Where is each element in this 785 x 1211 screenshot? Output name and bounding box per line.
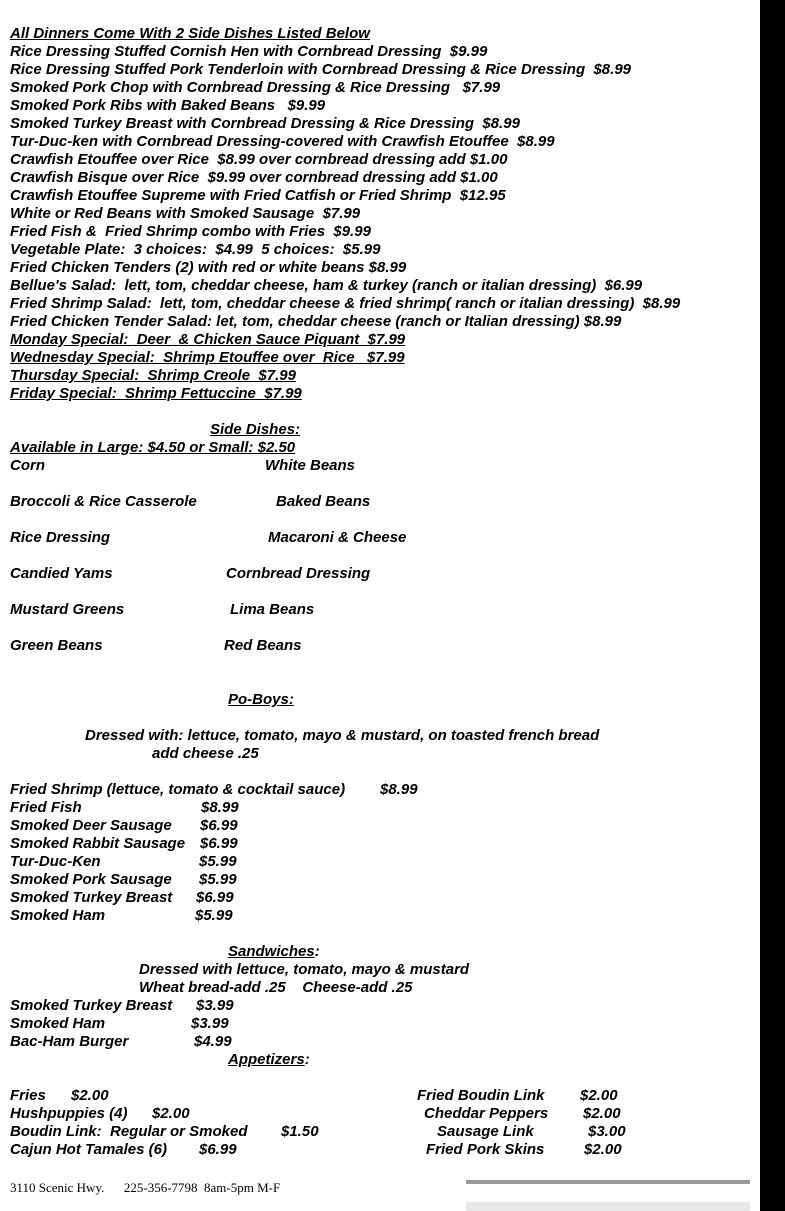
sandwich-price: $3.99: [196, 997, 234, 1014]
appetizer-row: [10, 1105, 750, 1123]
poboy-item: [10, 853, 750, 871]
dinner-item: Fried Chicken Tenders (2) with red or white beans $8.99: [10, 259, 407, 276]
side-row: [10, 457, 750, 475]
side-row: [10, 565, 750, 583]
appetizer-name: Cajun Hot Tamales (6): [10, 1141, 167, 1158]
appetizer-row: [10, 1087, 750, 1105]
daily-special: Friday Special: Shrimp Fettuccine $7.99: [10, 385, 302, 402]
sandwich-item: [10, 1015, 750, 1033]
side-dish: Lima Beans: [230, 601, 315, 618]
side-dish: Macaroni & Cheese: [268, 529, 407, 546]
poboy-name: Fried Shrimp (lettuce, tomato & cocktail sauce): [10, 781, 346, 798]
daily-special: Thursday Special: Shrimp Creole $7.99: [10, 367, 296, 384]
side-dish: Corn: [10, 457, 45, 474]
poboys-dressed: Dressed with: lettuce, tomato, mayo & mustard, on toasted french bread: [85, 727, 600, 744]
side-row: [10, 493, 750, 511]
side-row: [10, 601, 750, 619]
poboy-item: [10, 781, 750, 799]
footer-contact: [10, 1180, 280, 1196]
poboys-title: Po-Boys:: [228, 691, 294, 708]
appetizer-row: [10, 1123, 750, 1141]
appetizer-price: $3.00: [588, 1123, 626, 1140]
side-dish: Candied Yams: [10, 565, 113, 582]
footer-hours: 8am-5pm M-F: [204, 1180, 281, 1195]
appetizer-price: $6.99: [199, 1141, 237, 1158]
dinner-item: Tur-Duc-ken with Cornbread Dressing-covered with Crawfish Etouffee $8.99: [10, 133, 555, 150]
poboy-item: [10, 817, 750, 835]
sandwich-item: [10, 997, 750, 1015]
footer-phone: 225-356-7798: [123, 1180, 198, 1195]
dinner-item: Fried Shrimp Salad: lett, tom, cheddar cheese & fried shrimp( ranch or italian dressing) $8.99: [10, 295, 681, 312]
footer-rule: [466, 1180, 750, 1184]
sandwiches-title: Sandwiches: [228, 943, 315, 960]
sandwiches-colon: :: [314, 943, 320, 960]
appetizer-name: Fries: [10, 1087, 46, 1104]
right-sidebar-bar: [760, 0, 785, 1211]
footer-bar: [466, 1202, 750, 1211]
poboy-name: Smoked Turkey Breast: [10, 889, 173, 906]
appetizer-name: Fried Pork Skins: [426, 1141, 545, 1158]
side-dish: White Beans: [265, 457, 356, 474]
dinner-item: Fried Fish & Fried Shrimp combo with Fries $9.99: [10, 223, 371, 240]
sandwich-name: Bac-Ham Burger: [10, 1033, 129, 1050]
poboy-name: Smoked Rabbit Sausage: [10, 835, 186, 852]
appetizer-name: Boudin Link: Regular or Smoked: [10, 1123, 248, 1140]
sandwich-price: $4.99: [194, 1033, 232, 1050]
side-dish: Green Beans: [10, 637, 103, 654]
appetizer-name: Cheddar Peppers: [424, 1105, 549, 1122]
sides-title: Side Dishes:: [210, 421, 301, 438]
dinners-header: All Dinners Come With 2 Side Dishes Listed Below: [10, 25, 370, 42]
daily-special: Wednesday Special: Shrimp Etouffee over Rice $7.99: [10, 349, 405, 366]
appetizer-price: $2.00: [580, 1087, 618, 1104]
dinner-item: Smoked Pork Ribs with Baked Beans $9.99: [10, 97, 326, 114]
side-dish: Mustard Greens: [10, 601, 125, 618]
appetizer-price: $2.00: [583, 1105, 621, 1122]
sides-pricing: Available in Large: $4.50 or Small: $2.50: [10, 439, 296, 456]
poboy-price: $5.99: [199, 853, 237, 870]
sandwich-name: Smoked Ham: [10, 1015, 106, 1032]
side-dish: Red Beans: [224, 637, 302, 654]
dinner-item: Smoked Pork Chop with Cornbread Dressing & Rice Dressing $7.99: [10, 79, 501, 96]
poboy-name: Smoked Pork Sausage: [10, 871, 172, 888]
appetizer-price: $2.00: [584, 1141, 622, 1158]
sandwich-name: Smoked Turkey Breast: [10, 997, 173, 1014]
poboy-name: Tur-Duc-Ken: [10, 853, 101, 870]
dinner-item: Rice Dressing Stuffed Cornish Hen with Cornbread Dressing $9.99: [10, 43, 488, 60]
appetizer-name: Hushpuppies (4): [10, 1105, 128, 1122]
poboy-price: $5.99: [195, 907, 233, 924]
poboy-item: [10, 907, 750, 925]
appetizer-price: $2.00: [152, 1105, 190, 1122]
poboy-name: Smoked Ham: [10, 907, 106, 924]
poboy-price: $5.99: [199, 871, 237, 888]
poboy-price: $8.99: [201, 799, 239, 816]
sandwich-price: $3.99: [191, 1015, 229, 1032]
daily-special: Monday Special: Deer & Chicken Sauce Piquant $7.99: [10, 331, 406, 348]
dinner-item: Smoked Turkey Breast with Cornbread Dressing & Rice Dressing $8.99: [10, 115, 520, 132]
poboy-name: Smoked Deer Sausage: [10, 817, 172, 834]
dinner-item: Crawfish Bisque over Rice $9.99 over cornbread dressing add $1.00: [10, 169, 498, 186]
sandwiches-addons: Wheat bread-add .25 Cheese-add .25: [139, 979, 413, 996]
dinner-item: Rice Dressing Stuffed Pork Tenderloin with Cornbread Dressing & Rice Dressing $8.99: [10, 61, 631, 78]
poboy-item: [10, 889, 750, 907]
side-row: [10, 529, 750, 547]
dinner-item: Bellue's Salad: lett, tom, cheddar cheese, ham & turkey (ranch or italian dressing) $6.99: [10, 277, 643, 294]
poboy-name: Fried Fish: [10, 799, 82, 816]
appetizer-name: Sausage Link: [437, 1123, 534, 1140]
footer-address: 3110 Scenic Hwy.: [10, 1180, 105, 1195]
poboy-price: $6.99: [200, 835, 238, 852]
dinner-item: Crawfish Etouffee over Rice $8.99 over cornbread dressing add $1.00: [10, 151, 508, 168]
poboys-cheese: add cheese .25: [152, 745, 259, 762]
dinner-item: White or Red Beans with Smoked Sausage $7.99: [10, 205, 361, 222]
dinner-item: Vegetable Plate: 3 choices: $4.99 5 choices: $5.99: [10, 241, 381, 258]
poboy-item: [10, 799, 750, 817]
poboy-price: $6.99: [196, 889, 234, 906]
poboy-price: $6.99: [200, 817, 238, 834]
appetizer-price: $1.50: [281, 1123, 319, 1140]
side-row: [10, 637, 750, 655]
sandwich-item: [10, 1033, 750, 1051]
dinner-item: Crawfish Etouffee Supreme with Fried Catfish or Fried Shrimp $12.95: [10, 187, 506, 204]
side-dish: Baked Beans: [276, 493, 371, 510]
menu: [10, 25, 750, 1159]
appetizer-name: Fried Boudin Link: [417, 1087, 545, 1104]
sandwiches-dressed: Dressed with lettuce, tomato, mayo & mustard: [139, 961, 470, 978]
dinner-item: Fried Chicken Tender Salad: let, tom, cheddar cheese (ranch or Italian dressing) $8.99: [10, 313, 622, 330]
poboy-item: [10, 871, 750, 889]
appetizer-price: $2.00: [71, 1087, 109, 1104]
appetizers-title: Appetizers: [228, 1051, 305, 1068]
side-dish: Cornbread Dressing: [226, 565, 371, 582]
appetizer-row: [10, 1141, 750, 1159]
poboy-price: $8.99: [380, 781, 418, 798]
poboy-item: [10, 835, 750, 853]
side-dish: Broccoli & Rice Casserole: [10, 493, 197, 510]
appetizers-colon: :: [304, 1051, 310, 1068]
side-dish: Rice Dressing: [10, 529, 111, 546]
